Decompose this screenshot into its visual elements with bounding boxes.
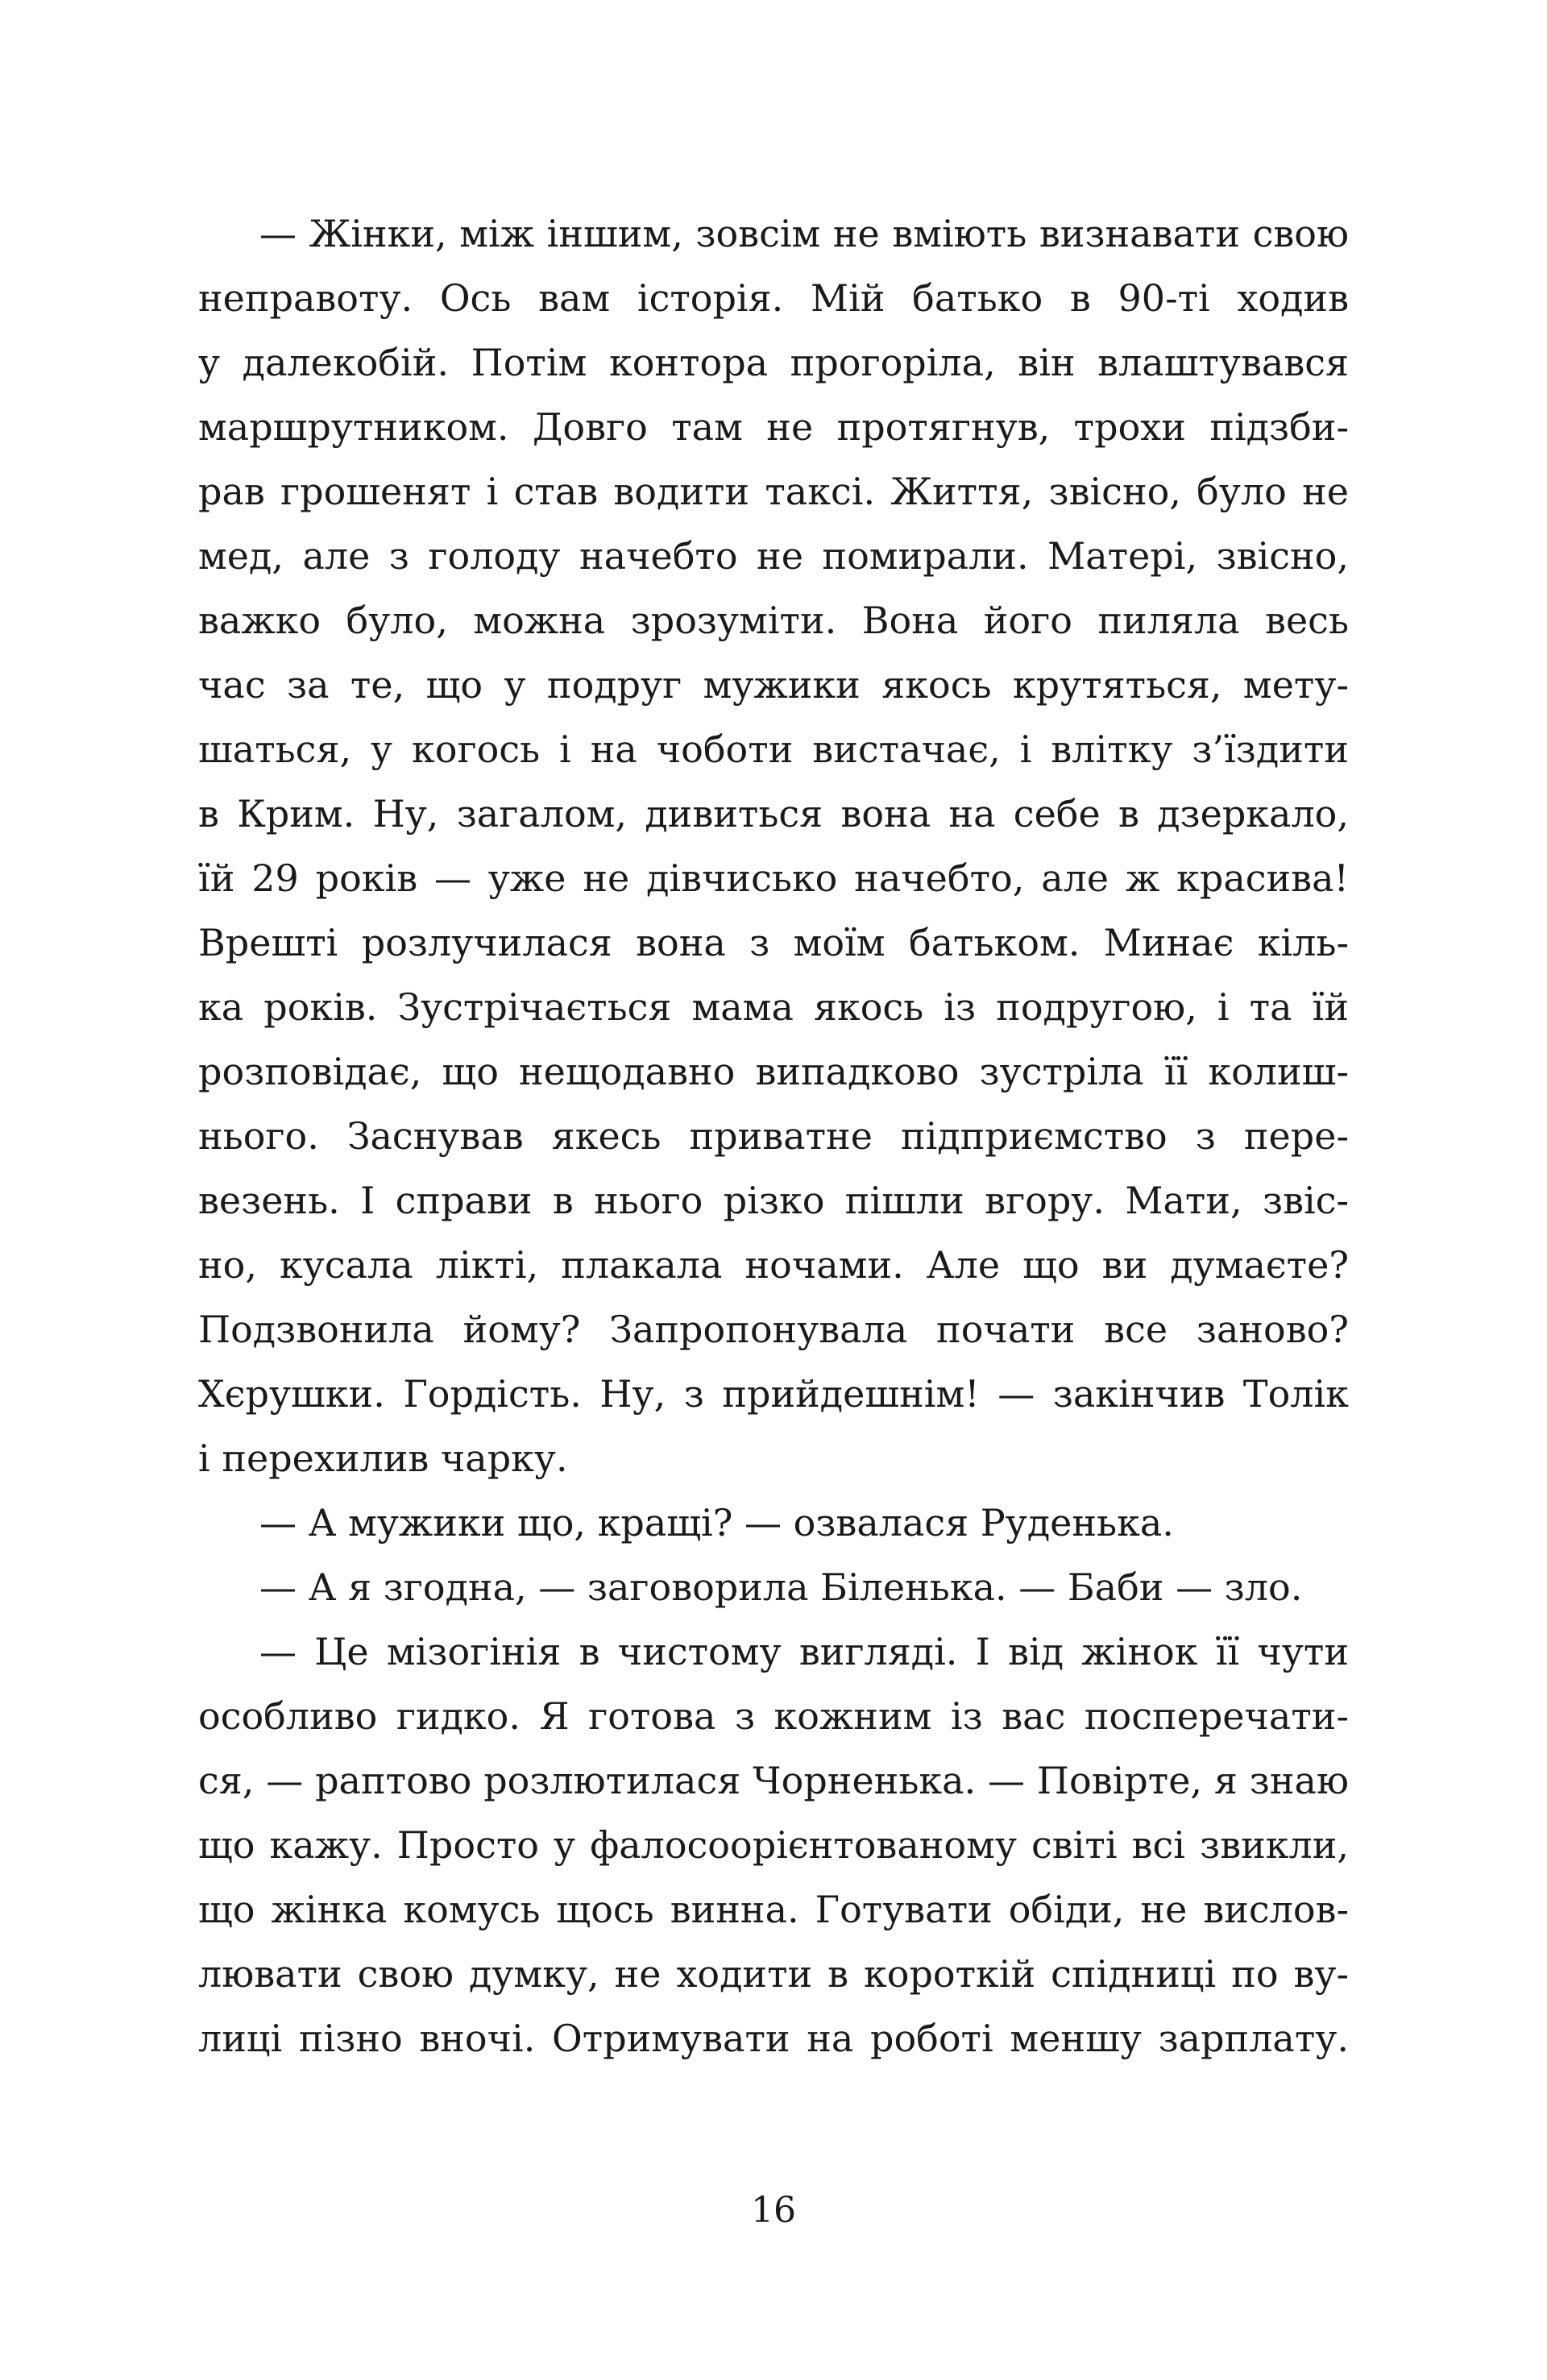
body-text <box>198 201 1349 2071</box>
text-line: у далекобій. Потім контора прогоріла, він влаштувався <box>198 341 1349 384</box>
text-line: що кажу. Просто у фалосоорієнтованому світі всі звикли, <box>198 1823 1349 1867</box>
text-line: мед, але з голоду начебто не помирали. Матері, звісно, <box>198 534 1349 578</box>
text-line: лиці пізно вночі. Отримувати на роботі меншу зарплату. <box>198 2017 1349 2060</box>
text-line: Хєрушки. Гордість. Ну, з прийдешнім! — закінчив Толік <box>198 1372 1349 1416</box>
paragraph <box>198 1491 1349 1555</box>
text-line: — Це мізогінія в чистому вигляді. І від жінок її чути <box>259 1630 1349 1673</box>
paragraph <box>198 1555 1349 1619</box>
text-line: но, кусала лікті, плакала ночами. Але що ви думаєте? <box>198 1243 1349 1287</box>
paragraph <box>198 201 1349 1491</box>
text-line: — Жінки, між іншим, зовсім не вміють визнавати свою <box>259 212 1349 255</box>
text-line: що жінка комусь щось винна. Готувати обіди, не вислов- <box>198 1888 1349 1931</box>
text-line: маршрутником. Довго там не протягнув, трохи підзби- <box>198 405 1349 449</box>
text-line: Врешті розлучилася вона з моїм батьком. Минає кіль- <box>198 921 1349 964</box>
text-line: — А мужики що, кращі? — озвалася Руденька. <box>259 1501 1174 1545</box>
text-line: час за те, що у подруг мужики якось крутяться, мету- <box>198 663 1349 707</box>
text-line: нього. Заснував якесь приватне підприємство з пере- <box>198 1114 1349 1158</box>
text-line: лювати свою думку, не ходити в короткій спідниці по ву- <box>198 1952 1349 1996</box>
text-line: їй 29 років — уже не дівчисько начебто, але ж красива! <box>198 856 1349 900</box>
text-line: — А я згодна, — заговорила Біленька. — Баби — зло. <box>259 1565 1303 1609</box>
text-line: ка років. Зустрічається мама якось із подругою, і та їй <box>198 985 1349 1029</box>
text-line: ся, — раптово розлютилася Чорненька. — Повірте, я знаю <box>198 1759 1349 1802</box>
text-line: важко було, можна зрозуміти. Вона його пиляла весь <box>198 599 1349 642</box>
text-line: шаться, у когось і на чоботи вистачає, і влітку з’їздити <box>198 728 1349 771</box>
text-line: і перехилив чарку. <box>198 1437 568 1480</box>
text-line: розповідає, що нещодавно випадково зустріла її колиш- <box>198 1050 1349 1093</box>
text-line: неправоту. Ось вам історія. Мій батько в 90-ті ходив <box>198 276 1349 320</box>
text-line: везень. І справи в нього різко пішли вгору. Мати, звіс- <box>198 1179 1349 1222</box>
text-line: особливо гидко. Я готова з кожним із вас посперечати- <box>198 1694 1349 1738</box>
paragraph <box>198 1619 1349 2071</box>
text-line: рав грошенят і став водити таксі. Життя, звісно, було не <box>198 470 1349 513</box>
text-line: Подзвонила йому? Запропонувала почати все заново? <box>198 1308 1349 1351</box>
text-line: в Крим. Ну, загалом, дивиться вона на себе в дзеркало, <box>198 792 1349 835</box>
page-number: 16 <box>751 2190 796 2231</box>
